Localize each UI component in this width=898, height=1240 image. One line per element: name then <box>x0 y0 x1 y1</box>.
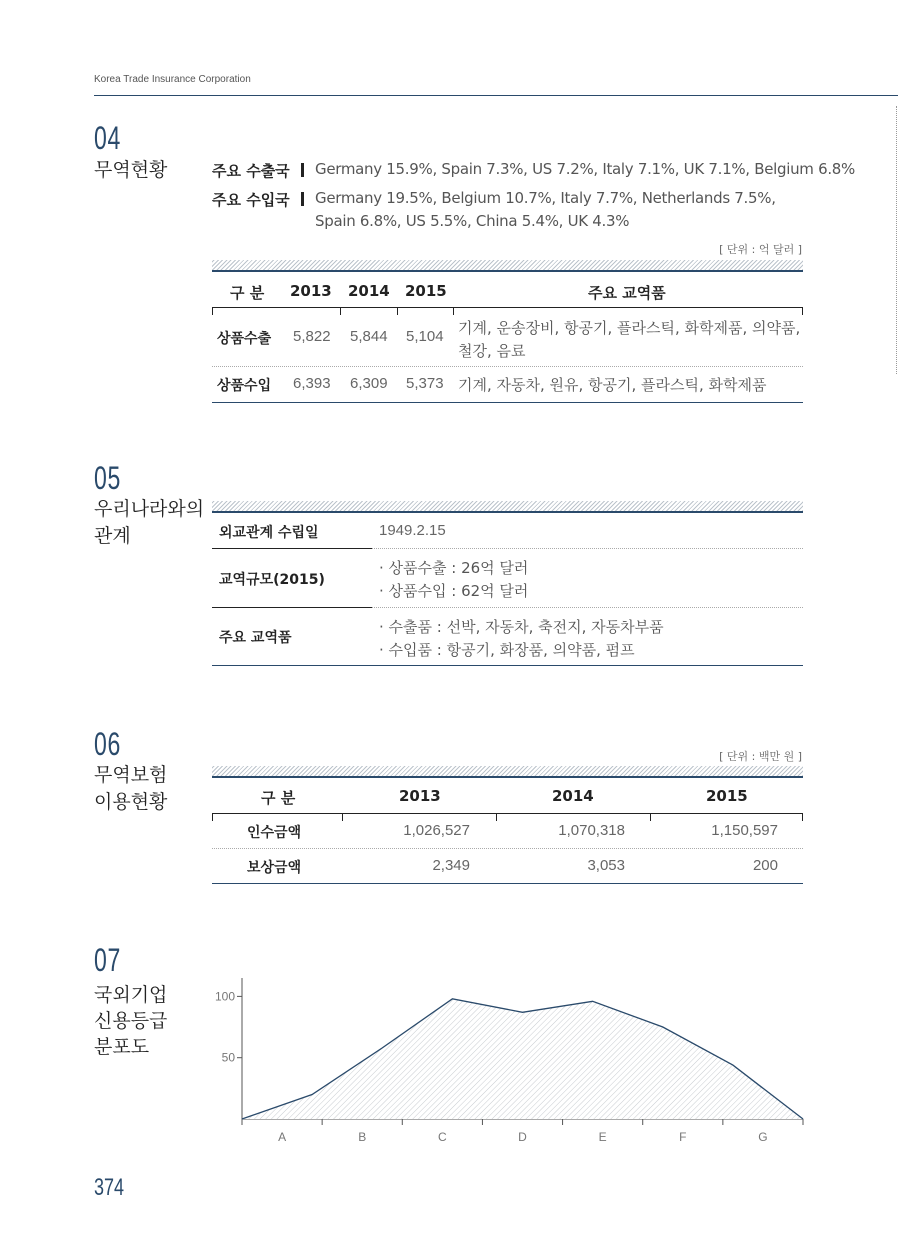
sec04-row2-2015: 5,373 <box>406 375 444 392</box>
sec04-table-bottom-rule <box>212 402 803 403</box>
sec05-row-divider <box>372 548 803 549</box>
sec06-row1-2015: 1,150,597 <box>711 822 778 839</box>
x-tick-label: A <box>278 1130 287 1144</box>
sec06-tick <box>342 813 343 821</box>
sec04-header-2014: 2014 <box>348 282 390 300</box>
section-04-title: 무역현황 <box>94 159 168 181</box>
sec04-row2-2014: 6,309 <box>350 375 388 392</box>
sec05-row1-label: 외교관계 수립일 <box>219 525 319 541</box>
x-tick-label: G <box>758 1130 768 1144</box>
sec05-label-rule <box>212 607 372 608</box>
import-countries-line1: Germany 19.5%, Belgium 10.7%, Italy 7.7%, Netherlands 7.5%, <box>315 189 776 207</box>
sec04-table-top-rule <box>212 260 803 272</box>
section-07-number: 07 <box>94 942 122 978</box>
sec06-row1-label: 인수금액 <box>247 825 302 841</box>
sec04-row-divider <box>212 366 803 367</box>
sec04-row2-2013: 6,393 <box>293 375 331 392</box>
export-countries-text: Germany 15.9%, Spain 7.3%, US 7.2%, Italy 7.1%, UK 7.1%, Belgium 6.8% <box>315 160 855 178</box>
import-countries-label: 주요 수입국 <box>212 191 290 209</box>
section-06-title-line1: 무역보험 <box>94 764 168 786</box>
sec06-header-2015: 2015 <box>706 787 748 805</box>
sec04-header-rule <box>212 307 803 308</box>
sec04-tick <box>397 307 398 315</box>
y-tick-label: 100 <box>214 989 235 1004</box>
sec04-tick <box>453 307 454 315</box>
sec05-row2-label: 교역규모(2015) <box>219 572 325 588</box>
sec06-header-2013: 2013 <box>399 787 441 805</box>
sec04-header-category: 구 분 <box>230 284 265 302</box>
sec06-table-bottom-rule <box>212 883 803 884</box>
series-area-fill <box>242 999 803 1119</box>
sec04-row1-label: 상품수출 <box>217 331 272 347</box>
sec04-tick <box>212 307 213 315</box>
section-04-number: 04 <box>94 120 122 156</box>
sec06-header-rule <box>212 813 803 814</box>
credit-rating-distribution-chart <box>200 975 820 1150</box>
sec06-table-top-rule <box>212 766 803 778</box>
sec06-unit: [ 단위 : 백만 원 ] <box>719 750 802 763</box>
sec06-tick <box>212 813 213 821</box>
sec04-row1-items-line2: 철강, 음료 <box>458 342 526 360</box>
export-countries-label: 주요 수출국 <box>212 162 290 180</box>
sec04-header-2013: 2013 <box>290 282 332 300</box>
x-tick-label: F <box>679 1130 687 1144</box>
sec04-row1-items-line1: 기계, 운송장비, 항공기, 플라스틱, 화학제품, 의약품, <box>458 319 801 337</box>
sec04-row1-2015: 5,104 <box>406 328 444 345</box>
x-tick-label: E <box>598 1130 607 1144</box>
sec04-row1-2013: 5,822 <box>293 328 331 345</box>
sec06-tick <box>802 813 803 821</box>
sec04-tick <box>802 307 803 315</box>
sec05-label-rule <box>212 548 372 549</box>
sec05-row3-value-line2: · 수입품 : 항공기, 화장품, 의약품, 펌프 <box>379 641 635 659</box>
import-countries-line2: Spain 6.8%, US 5.5%, China 5.4%, UK 4.3% <box>315 212 630 230</box>
section-05-title-line2: 관계 <box>94 525 131 547</box>
sec06-tick <box>496 813 497 821</box>
x-tick-label: C <box>438 1130 447 1144</box>
header-divider <box>94 95 898 96</box>
export-label-bar <box>301 163 304 177</box>
sec06-row2-2015: 200 <box>752 857 778 874</box>
sec04-tick <box>340 307 341 315</box>
sec06-header-category: 구 분 <box>261 789 296 807</box>
sec05-row2-value-line2: · 상품수입 : 62억 달러 <box>379 582 529 600</box>
section-07-title-line1: 국외기업 <box>94 984 168 1006</box>
sec04-header-items: 주요 교역품 <box>588 284 666 302</box>
sec05-row3-value-line1: · 수출품 : 선박, 자동차, 축전지, 자동차부품 <box>379 618 664 636</box>
sec04-unit: [ 단위 : 억 달러 ] <box>719 243 802 256</box>
header-org: Korea Trade Insurance Corporation <box>94 74 251 85</box>
sec04-row2-items: 기계, 자동차, 원유, 항공기, 플라스틱, 화학제품 <box>458 376 767 394</box>
import-label-bar <box>301 192 304 206</box>
section-06-number: 06 <box>94 726 122 762</box>
sec06-row2-label: 보상금액 <box>247 860 302 876</box>
sec06-row2-2013: 2,349 <box>432 857 470 874</box>
sec05-row2-value-line1: · 상품수출 : 26억 달러 <box>379 559 529 577</box>
sec04-row1-2014: 5,844 <box>350 328 388 345</box>
sec06-tick <box>650 813 651 821</box>
sec06-row2-2014: 3,053 <box>587 857 625 874</box>
y-tick-label: 50 <box>221 1050 235 1065</box>
x-tick-label: D <box>518 1130 527 1144</box>
sec04-row2-label: 상품수입 <box>217 378 272 394</box>
page-number: 374 <box>94 1174 125 1201</box>
sec05-row3-label: 주요 교역품 <box>219 630 292 646</box>
x-tick-label: B <box>358 1130 367 1144</box>
side-divider <box>896 106 897 374</box>
sec05-row1-value: 1949.2.15 <box>379 522 446 539</box>
sec06-row-divider <box>212 848 803 849</box>
section-05-title-line1: 우리나라와의 <box>94 498 205 520</box>
sec06-row1-2013: 1,026,527 <box>403 822 470 839</box>
sec06-row1-2014: 1,070,318 <box>558 822 625 839</box>
sec05-row-divider <box>372 607 803 608</box>
section-05-number: 05 <box>94 460 122 496</box>
section-07-title-line3: 분포도 <box>94 1036 150 1058</box>
section-06-title-line2: 이용현황 <box>94 791 168 813</box>
sec05-table-bottom-rule <box>212 665 803 666</box>
sec04-header-2015: 2015 <box>405 282 447 300</box>
sec06-header-2014: 2014 <box>552 787 594 805</box>
sec05-table-top-rule <box>212 501 803 513</box>
section-07-title-line2: 신용등급 <box>94 1010 168 1032</box>
